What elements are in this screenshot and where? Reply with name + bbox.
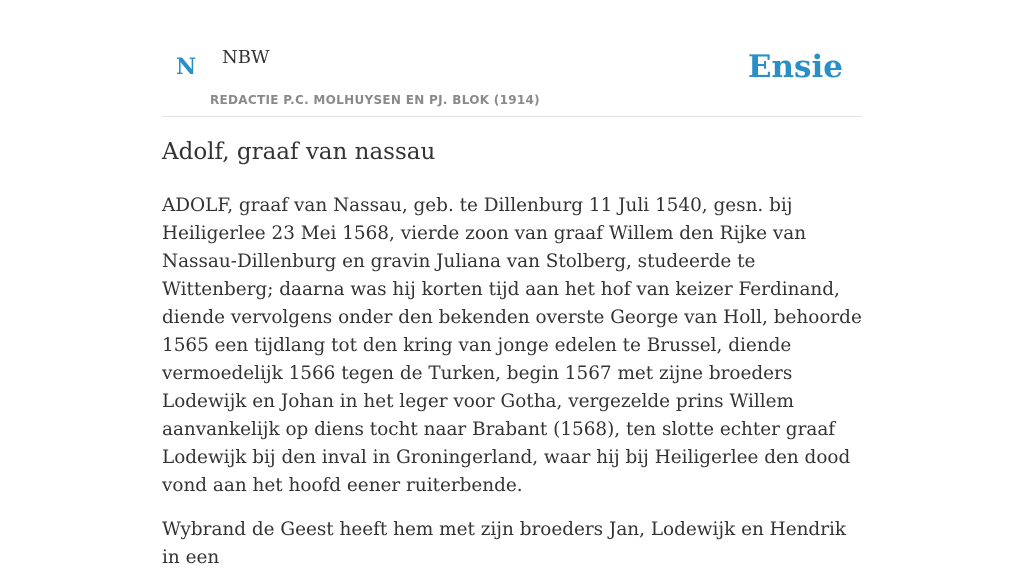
source-header (162, 0, 862, 117)
article-body (162, 192, 864, 588)
source-title[interactable]: NBW (222, 47, 270, 68)
article-paragraph: Wybrand de Geest heeft hem met zijn broeders Jan, Lodewijk en Hendrik in een (162, 519, 847, 568)
article-paragraph: ADOLF, graaf van Nassau, geb. te Dillenburg 11 Juli 1540, gesn. bij Heiligerlee 23 Mei 1568, vierde zoon van graaf Willem den Rijke van Nassau-Dillenburg en gravin Juliana van Stolberg, studeerde te Wittenberg; daarna was hij korten tijd aan het hof van keizer Ferdinand, diende vervolgens onder den bekenden overste George van Holl, behoorde 1565 een tijdlang tot den kring van jonge edelen te Brussel, diende vermoedelijk 1566 tegen de Turken, begin 1567 met zijne broeders Lodewijk en Johan in het leger voor Gotha, vergezelde prins Willem aanvankelijk op diens tocht naar Brabant (1568), ten slotte echter graaf Lodewijk bij den inval in Groningerland, waar hij bij Heiligerlee den dood vond aan het hoofd eener ruiterbende. (162, 195, 862, 496)
ensie-logo-link[interactable]: Ensie (747, 49, 843, 85)
article-title: Adolf, graaf van nassau (162, 139, 436, 165)
source-subtitle: REDACTIE P.C. MOLHUYSEN EN PJ. BLOK (1914) (210, 93, 540, 107)
source-logo: N (176, 54, 197, 80)
